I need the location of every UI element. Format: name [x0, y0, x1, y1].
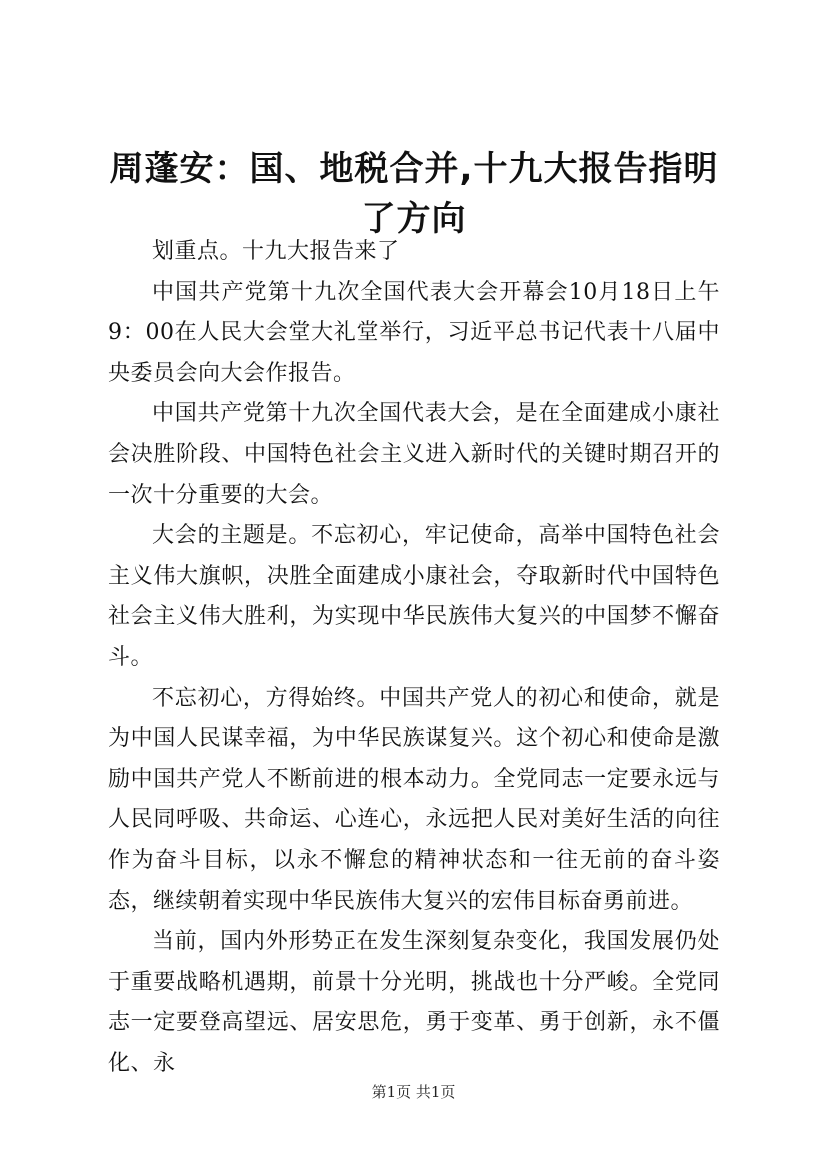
- paragraph: 当前，国内外形势正在发生深刻复杂变化，我国发展仍处于重要战略机遇期，前景十分光明，挑战也十分严峻。全党同志一定要登高望远、居安思危，勇于变革、勇于创新，永不僵化、永: [108, 929, 720, 1076]
- document-title: 周蓬安：国、地税合并,十九大报告指明了方向: [109, 149, 719, 239]
- paragraph: 大会的主题是。不忘初心，牢记使命，高举中国特色社会主义伟大旗帜，决胜全面建成小康社会，夺取新时代中国特色社会主义伟大胜利，为实现中华民族伟大复兴的中国梦不懈奋斗。: [108, 523, 720, 670]
- document-body: [108, 232, 720, 1084]
- paragraph: 划重点。十九大报告来了: [152, 239, 400, 264]
- page-number-footer: 第1页 共1页: [371, 1083, 456, 1101]
- paragraph: 中国共产党第十九次全国代表大会，是在全面建成小康社会决胜阶段、中国特色社会主义进入新时代的关键时期召开的一次十分重要的大会。: [108, 401, 720, 508]
- paragraph: 不忘初心，方得始终。中国共产党人的初心和使命，就是为中国人民谋幸福，为中华民族谋复兴。这个初心和使命是激励中国共产党人不断前进的根本动力。全党同志一定要永远与人民同呼吸、共命运、心连心，永远把人民对美好生活的向往作为奋斗目标，以永不懈怠的精神状态和一往无前的奋斗姿态，继续朝着实现中华民族伟大复兴的宏伟目标奋勇前进。: [108, 685, 720, 914]
- paragraph: 中国共产党第十九次全国代表大会开幕会10月18日上午9：00在人民大会堂大礼堂举行，习近平总书记代表十八届中央委员会向大会作报告。: [108, 279, 720, 386]
